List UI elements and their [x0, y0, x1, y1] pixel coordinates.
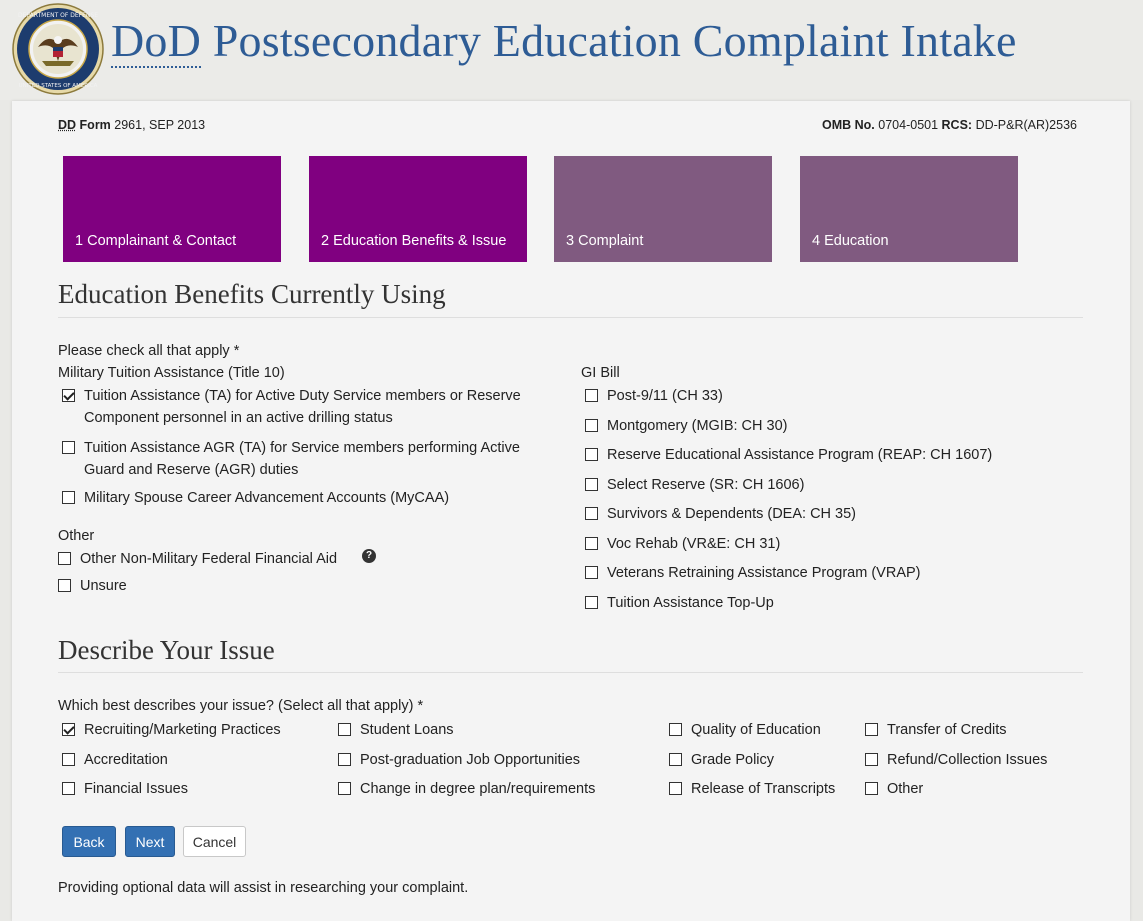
checkbox-select-reserve[interactable] [585, 474, 804, 496]
checkbox-box[interactable] [585, 448, 598, 461]
checkbox-label: Voc Rehab (VR&E: CH 31) [607, 536, 781, 552]
form-number-value: 2961, SEP 2013 [114, 118, 206, 132]
checkbox-recruiting-marketing[interactable] [62, 719, 281, 741]
step-label: 2 Education Benefits & Issue [321, 233, 507, 249]
checkbox-label: Refund/Collection Issues [887, 752, 1048, 768]
checkbox-release-transcripts[interactable] [669, 778, 835, 800]
cancel-button[interactable]: Cancel [183, 826, 246, 857]
svg-text:DEPARTMENT OF DEFENSE: DEPARTMENT OF DEFENSE [18, 12, 98, 19]
checkbox-other-federal-aid[interactable] [58, 548, 337, 570]
checkbox-box[interactable] [585, 389, 598, 402]
checkbox-ta-agr[interactable] [62, 437, 552, 481]
divider [58, 317, 1083, 318]
checkbox-label: Release of Transcripts [691, 781, 836, 797]
checkbox-survivors-dependents[interactable] [585, 503, 856, 525]
checkbox-box[interactable] [669, 723, 682, 736]
step-complaint[interactable] [554, 156, 772, 262]
omb-label: OMB No. [822, 118, 875, 132]
checkbox-accreditation[interactable] [62, 749, 168, 771]
step-complainant-contact[interactable] [63, 156, 281, 262]
checkbox-box[interactable] [338, 723, 351, 736]
checkbox-box[interactable] [669, 782, 682, 795]
checkbox-label: Post-graduation Job Opportunities [360, 752, 581, 768]
checkbox-box[interactable] [669, 753, 682, 766]
checkbox-label: Montgomery (MGIB: CH 30) [607, 418, 788, 434]
gi-bill-group-label: GI Bill [581, 365, 620, 381]
checkbox-voc-rehab[interactable] [585, 533, 780, 555]
checkbox-label: Select Reserve (SR: CH 1606) [607, 477, 805, 493]
checkbox-grade-policy[interactable] [669, 749, 774, 771]
checkbox-ta-active-duty[interactable] [62, 385, 552, 429]
checkbox-student-loans[interactable] [338, 719, 454, 741]
dd-abbr: DD [58, 118, 77, 132]
checkbox-box[interactable] [585, 507, 598, 520]
checkbox-label: Transfer of Credits [887, 722, 1007, 738]
omb-value: 0704-0501 [878, 118, 939, 132]
checkbox-box[interactable] [585, 566, 598, 579]
dod-seal-logo [12, 3, 104, 95]
form-label: Form [79, 118, 111, 132]
checkbox-box[interactable] [62, 782, 75, 795]
checkbox-box[interactable] [58, 579, 71, 592]
checkbox-refund-collection[interactable] [865, 749, 1047, 771]
other-group-label: Other [58, 528, 95, 544]
issue-instruction: Which best describes your issue? (Select all that apply) * [58, 698, 424, 714]
military-group-label: Military Tuition Assistance (Title 10) [58, 365, 285, 381]
site-title-text: Postsecondary Education Complaint Intake [201, 15, 1017, 66]
checkbox-box[interactable] [338, 753, 351, 766]
issue-heading: Describe Your Issue [58, 635, 275, 665]
checkbox-other-issue[interactable] [865, 778, 923, 800]
site-title-abbr: DoD [111, 15, 202, 66]
benefits-heading: Education Benefits Currently Using [58, 279, 446, 309]
step-label: 1 Complainant & Contact [75, 233, 237, 249]
checkbox-box[interactable] [865, 782, 878, 795]
next-button[interactable]: Next [125, 826, 175, 857]
checkbox-box[interactable] [338, 782, 351, 795]
step-label: 4 Education [812, 233, 889, 249]
checkbox-label: Unsure [80, 578, 127, 594]
omb-info [822, 118, 1077, 132]
checkbox-transfer-credits[interactable] [865, 719, 1007, 741]
rcs-value: DD-P&R(AR)2536 [975, 118, 1077, 132]
checkbox-montgomery[interactable] [585, 415, 788, 437]
checkbox-label: Military Spouse Career Advancement Accounts (MyCAA) [84, 490, 450, 506]
checkbox-vrap[interactable] [585, 562, 921, 584]
checkbox-label: Tuition Assistance AGR (TA) for Service members performing Active Guard and Reserve (AGR) duties [84, 440, 520, 478]
checkbox-box[interactable] [62, 491, 75, 504]
checkbox-financial-issues[interactable] [62, 778, 188, 800]
checkbox-box[interactable] [62, 441, 75, 454]
checkbox-post-911[interactable] [585, 385, 723, 407]
svg-text:UNITED STATES OF AMERICA: UNITED STATES OF AMERICA [18, 83, 98, 89]
checkbox-label: Accreditation [84, 752, 168, 768]
checkbox-label: Student Loans [360, 722, 454, 738]
rcs-label: RCS: [941, 118, 973, 132]
checkbox-box[interactable] [585, 478, 598, 491]
checkbox-degree-plan-change[interactable] [338, 778, 595, 800]
site-header [0, 0, 1143, 100]
step-label: 3 Complaint [566, 233, 644, 249]
checkbox-label: Survivors & Dependents (DEA: CH 35) [607, 506, 857, 522]
checkbox-label: Financial Issues [84, 781, 188, 797]
checkbox-box[interactable] [58, 552, 71, 565]
checkbox-box[interactable] [62, 723, 75, 736]
checkbox-ta-top-up[interactable] [585, 592, 774, 614]
checkbox-job-opportunities[interactable] [338, 749, 580, 771]
site-title [111, 14, 1017, 67]
checkbox-reap[interactable] [585, 444, 992, 466]
back-button[interactable]: Back [62, 826, 116, 857]
checkbox-label: Change in degree plan/requirements [360, 781, 596, 797]
divider [58, 672, 1083, 673]
checkbox-box[interactable] [585, 537, 598, 550]
form-number [58, 118, 205, 132]
checkbox-box[interactable] [865, 723, 878, 736]
checkbox-label: Tuition Assistance Top-Up [607, 595, 774, 611]
checkbox-box[interactable] [585, 419, 598, 432]
benefits-instruction: Please check all that apply * [58, 343, 240, 359]
checkbox-label: Post-9/11 (CH 33) [607, 388, 723, 404]
checkbox-box[interactable] [62, 753, 75, 766]
step-education-benefits-issue[interactable] [309, 156, 527, 262]
checkbox-mycaa[interactable] [62, 487, 552, 509]
checkbox-label: Recruiting/Marketing Practices [84, 722, 281, 738]
checkbox-box[interactable] [865, 753, 878, 766]
checkbox-label: Reserve Educational Assistance Program (REAP: CH 1607) [607, 447, 993, 463]
checkbox-label: Veterans Retraining Assistance Program (VRAP) [607, 565, 921, 581]
checkbox-label: Grade Policy [691, 752, 775, 768]
checkbox-box[interactable] [62, 389, 75, 402]
checkbox-label: Other Non-Military Federal Financial Aid [80, 551, 338, 567]
form-panel [12, 101, 1130, 921]
checkbox-box[interactable] [585, 596, 598, 609]
optional-data-note: Providing optional data will assist in researching your complaint. [58, 880, 469, 896]
checkbox-label: Tuition Assistance (TA) for Active Duty Service members or Reserve Component personnel in an active drilling status [84, 388, 521, 426]
checkbox-quality-of-education[interactable] [669, 719, 821, 741]
checkbox-label: Quality of Education [691, 722, 821, 738]
checkbox-label: Other [887, 781, 924, 797]
checkbox-unsure[interactable] [58, 575, 127, 597]
help-icon[interactable]: ? [362, 549, 376, 563]
step-education[interactable] [800, 156, 1018, 262]
